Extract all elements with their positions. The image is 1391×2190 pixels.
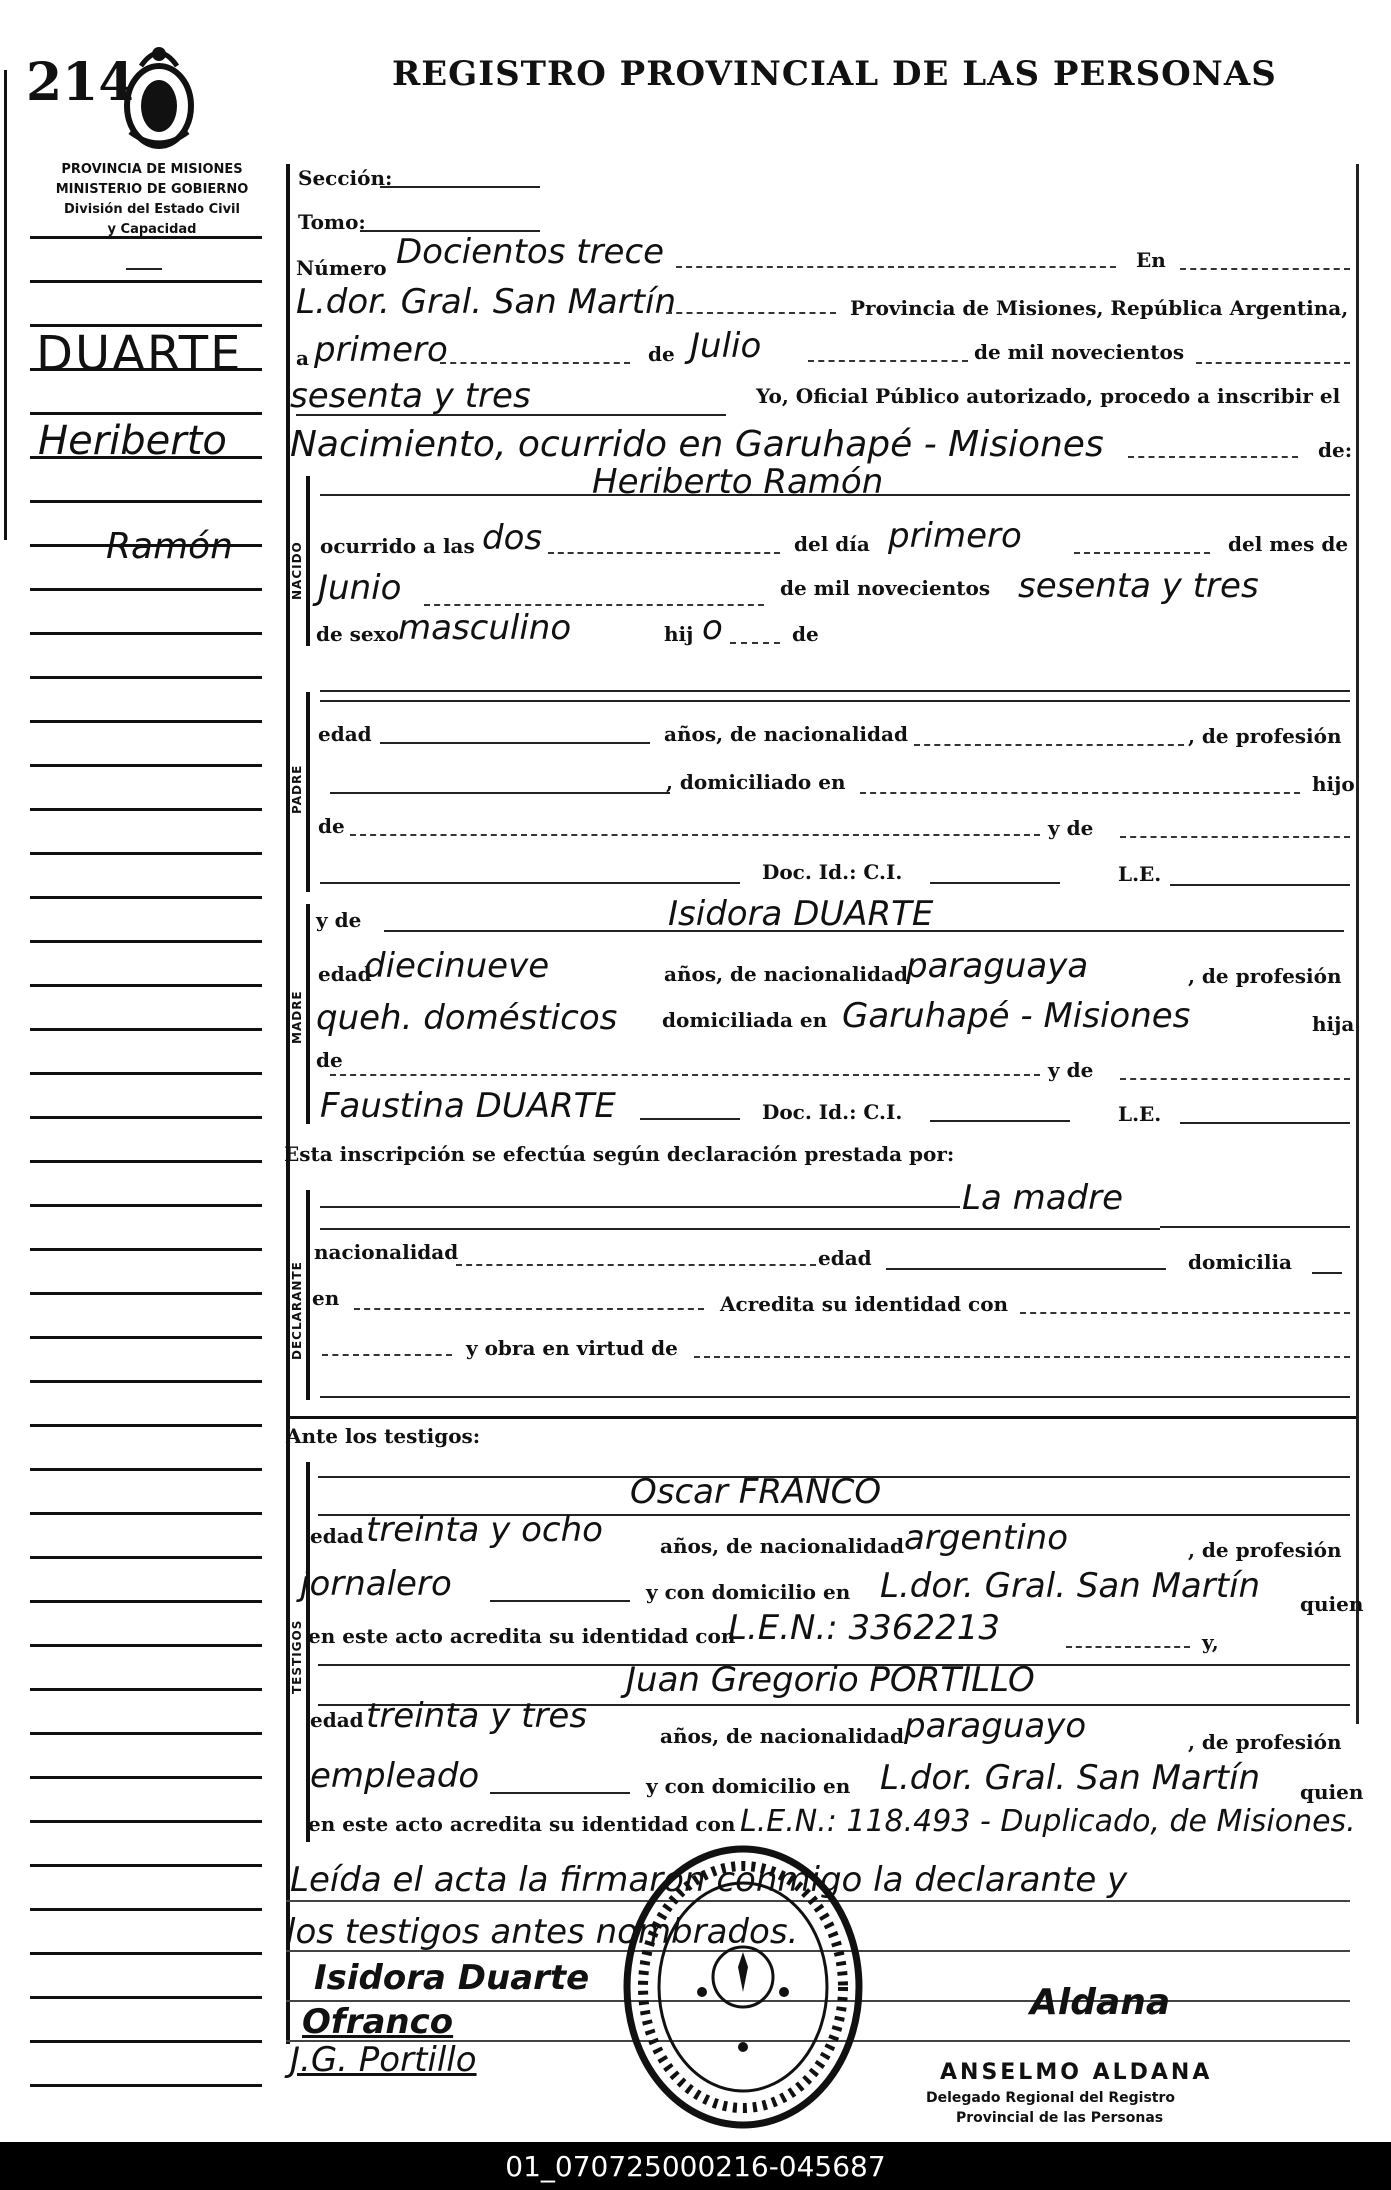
coat-of-arms-seal [118, 36, 200, 154]
event-value: Nacimiento, ocurrido en Garuhapé - Misiones [290, 424, 1104, 465]
madre-domiciliada-label: domiciliada en [662, 1008, 828, 1032]
official-signature: Aldana [1030, 1982, 1171, 2023]
declarante-en-label: en [312, 1286, 340, 1310]
ocurrido-label: ocurrido a las [320, 534, 475, 558]
madre-bracket [306, 904, 310, 1124]
padre-doc-label: Doc. Id.: C.I. [762, 860, 903, 884]
stub-rule [30, 1688, 262, 1691]
del-mes-label: del mes de [1228, 532, 1349, 556]
testigo2-profesion: empleado [310, 1756, 480, 1796]
stub-rule [30, 1028, 262, 1031]
hour-fill [548, 552, 780, 554]
stub-given-name-2: Ramón [106, 526, 233, 567]
madre-profesion-value: queh. domésticos [316, 998, 618, 1038]
testigo2-anios-label: años, de nacionalidad [660, 1724, 904, 1748]
place-fill [666, 312, 836, 314]
stub-rule [30, 2040, 262, 2043]
madre-doc-label: Doc. Id.: C.I. [762, 1100, 903, 1124]
hour-value: dos [482, 518, 543, 558]
hij-label: hij [664, 622, 694, 646]
declarante-edad-field[interactable] [886, 1268, 1166, 1270]
madre-y-de2-label: y de [1048, 1058, 1094, 1082]
nacido-day-fill [1074, 552, 1210, 554]
madre-y-de-label: y de [316, 908, 362, 932]
padre-top-rule [320, 700, 1350, 702]
nacido-day-value: primero [888, 516, 1022, 556]
testigo1-nacionalidad: argentino [904, 1518, 1068, 1558]
testigo2-edad-label: edad [310, 1708, 364, 1732]
stub-rule [30, 1160, 262, 1163]
org-line-1: PROVINCIA DE MISIONES [61, 162, 243, 177]
sexo-label: de sexo [316, 622, 399, 646]
madre-name: Isidora DUARTE [668, 894, 934, 934]
declarante-intro: Esta inscripción se efectúa según declaración prestada por: [284, 1142, 955, 1166]
declarante-obra-label: y obra en virtud de [466, 1336, 678, 1360]
stub-rule [30, 1776, 262, 1779]
padre-anios-label: años, de nacionalidad [664, 722, 908, 746]
nacido-month-value: Junio [318, 568, 402, 608]
de-label: de [648, 342, 675, 366]
stub-rule [30, 676, 262, 679]
testigo2-name: Juan Gregorio PORTILLO [626, 1660, 1035, 1700]
declarante-obra-pre-field[interactable] [322, 1354, 452, 1356]
org-line-4: y Capacidad [107, 222, 197, 237]
testigo1-acredita-label: en este acto acredita su identidad con [308, 1624, 736, 1648]
testigo2-nacionalidad: paraguayo [904, 1706, 1087, 1746]
stub-rule [30, 324, 262, 327]
testigo1-profesion-label: , de profesión [1188, 1538, 1342, 1562]
declarante-name-fill [320, 1206, 960, 1208]
padre-section-label: PADRE [290, 764, 304, 814]
tomo-label: Tomo: [298, 210, 366, 234]
declarante-en-field[interactable] [354, 1308, 704, 1310]
day-fill [440, 362, 630, 364]
testigo1-quien-label: quien [1300, 1592, 1364, 1616]
stub-rule [30, 1512, 262, 1515]
nacido-section-label: NACIDO [290, 541, 304, 600]
stub-rule [30, 280, 262, 283]
testigo1-doc-fill [1066, 1646, 1190, 1648]
separator-1 [320, 690, 1350, 692]
madre-madre-field[interactable] [1120, 1078, 1350, 1080]
footer-bar [0, 2142, 1391, 2190]
madre-domicilio-value: Garuhapé - Misiones [842, 996, 1191, 1036]
stub-surname: DUARTE [36, 326, 243, 382]
declarante-domicilia-label: domicilia [1188, 1250, 1293, 1274]
nacido-de-label: de [792, 622, 819, 646]
padre-profesion-field[interactable] [330, 792, 670, 794]
padre-y-de-label: y de [1048, 816, 1094, 840]
stub-rule [30, 632, 262, 635]
month-value: Julio [690, 326, 762, 366]
padre-madre-field[interactable] [1120, 836, 1350, 838]
stub-rule [30, 1204, 262, 1207]
official-title-1: Delegado Regional del Registro [926, 2090, 1176, 2106]
declarante-underline [320, 1228, 1160, 1230]
provincia-text: Provincia de Misiones, República Argentina, [850, 296, 1349, 320]
padre-nacionalidad-field[interactable] [914, 744, 1184, 746]
numero-label: Número [296, 256, 387, 280]
stub-rule [30, 1732, 262, 1735]
stub-rule [30, 984, 262, 987]
padre-edad-field[interactable] [380, 742, 650, 744]
stub-rule [30, 1336, 262, 1339]
testigo1-y-label: y, [1202, 1630, 1219, 1654]
official-title-2: Provincial de las Personas [956, 2110, 1164, 2126]
page-title: REGISTRO PROVINCIAL DE LAS PERSONAS [392, 54, 1277, 94]
seccion-label: Sección: [298, 166, 393, 190]
stub-rule [30, 1424, 262, 1427]
madre-padre-field[interactable] [330, 1074, 1040, 1076]
nacido-year-value: sesenta y tres [1018, 566, 1259, 606]
madre-edad-value: diecinueve [364, 946, 550, 986]
padre-doc-field[interactable] [320, 882, 740, 884]
binding-line [4, 70, 7, 540]
closing-line-1: Leída el acta la firmaron conmigo la declarante y [290, 1860, 1128, 1900]
stub-rule [30, 1996, 262, 1999]
nacido-name: Heriberto Ramón [592, 462, 884, 502]
stub-rule [30, 1468, 262, 1471]
official-name: ANSELMO ALDANA [940, 2060, 1213, 2085]
stub-rule [30, 588, 262, 591]
padre-bracket [306, 692, 310, 892]
padre-domicilio-field[interactable] [860, 792, 1300, 794]
issuing-organization [34, 160, 270, 240]
stub-rule [30, 412, 262, 415]
stub-rule [30, 1072, 262, 1075]
declarante-acredita-label: Acredita su identidad con [720, 1292, 1009, 1316]
yo-text: Yo, Oficial Público autorizado, procedo a inscribir el [756, 384, 1341, 408]
hij-value: o [702, 608, 723, 648]
del-dia-label: del día [794, 532, 870, 556]
event-fill [1128, 456, 1298, 458]
madre-hija-label: hija [1312, 1012, 1355, 1036]
madre-section-label: MADRE [290, 990, 304, 1044]
stub-rule [30, 808, 262, 811]
testigo1-edad-label: edad [310, 1524, 364, 1548]
testigo2-doc: L.E.N.: 118.493 - Duplicado, de Misiones. [740, 1804, 1356, 1839]
declarante-name-fill-2 [1160, 1226, 1350, 1228]
org-line-2: MINISTERIO DE GOBIERNO [55, 182, 249, 197]
signature-franco: Ofranco [302, 2002, 454, 2042]
stub-rule [30, 720, 262, 723]
declarante-edad-label: edad [818, 1246, 872, 1270]
testigos-section-label: TESTIGOS [290, 1619, 304, 1694]
padre-edad-label: edad [318, 722, 372, 746]
day-value: primero [314, 330, 448, 370]
stub-rule [30, 764, 262, 767]
testigo2-domicilio-label: y con domicilio en [646, 1774, 851, 1798]
official-stamp [620, 1842, 866, 2132]
en-fill [1180, 268, 1350, 270]
testigo2-profesion-label: , de profesión [1188, 1730, 1342, 1754]
place-value: L.dor. Gral. San Martín [296, 282, 677, 322]
stub-rule [30, 1556, 262, 1559]
signature-portillo: J.G. Portillo [290, 2040, 477, 2080]
declarante-name: La madre [962, 1178, 1124, 1218]
declarante-section-label: DECLARANTE [290, 1261, 304, 1360]
declarante-nacionalidad-field[interactable] [456, 1264, 816, 1266]
testigo2-profesion-fill [490, 1792, 630, 1794]
stub-rule [30, 500, 262, 503]
declarante-bracket [306, 1190, 310, 1400]
stub-rule [30, 940, 262, 943]
mil-nov-fill [1196, 362, 1350, 364]
right-vertical-rule [1356, 164, 1359, 1724]
padre-padre-field[interactable] [350, 834, 1040, 836]
declarante-domicilia-field[interactable] [1312, 1272, 1342, 1274]
testigo1-edad: treinta y ocho [366, 1510, 603, 1550]
madre-nacionalidad-value: paraguaya [906, 946, 1089, 986]
stub-rule [30, 1908, 262, 1911]
sexo-value: masculino [398, 608, 572, 648]
testigo1-profesion-fill [490, 1600, 630, 1602]
testigo1-domicilio: L.dor. Gral. San Martín [880, 1566, 1261, 1606]
madre-de-label: de [316, 1048, 343, 1072]
stub-rule [30, 368, 262, 371]
madre-ci-field[interactable] [930, 1120, 1070, 1122]
folio-number: 214 [26, 52, 135, 113]
madre-anios-label: años, de nacionalidad [664, 962, 908, 986]
declarante-nacionalidad-label: nacionalidad [314, 1240, 459, 1264]
madre-abuela-value: Faustina DUARTE [320, 1086, 616, 1126]
closing-line-2: los testigos antes nombrados. [286, 1912, 799, 1952]
padre-le-field[interactable] [1170, 884, 1350, 886]
de-colon-label: de: [1318, 438, 1353, 462]
testigo1-doc: L.E.N.: 3362213 [728, 1608, 1000, 1648]
stub-rule [30, 544, 262, 547]
hij-fill [730, 642, 780, 644]
testigo1-profesion: jornalero [300, 1564, 452, 1604]
stub-given-name-1: Heriberto [38, 418, 227, 464]
padre-le-label: L.E. [1118, 862, 1162, 886]
separator-2 [290, 1416, 1356, 1419]
declarante-acredita-field[interactable] [1020, 1312, 1350, 1314]
padre-domiciliado-label: , domiciliado en [666, 770, 846, 794]
stub-rule [30, 2084, 262, 2087]
month-fill [808, 360, 968, 362]
padre-hijo-label: hijo [1312, 772, 1355, 796]
stub-rule [30, 1380, 262, 1383]
stub-rule [30, 1644, 262, 1647]
madre-edad-label: edad [318, 962, 372, 986]
stub-rule [30, 1864, 262, 1867]
nacido-bracket [306, 476, 310, 646]
testigo1-anios-label: años, de nacionalidad [660, 1534, 904, 1558]
stub-rule [30, 1248, 262, 1251]
footer-code: 01_070725000216-045687 [505, 2150, 886, 2183]
mil-novecientos-label: de mil novecientos [974, 340, 1185, 364]
testigo1-name: Oscar FRANCO [630, 1472, 882, 1512]
padre-de-label: de [318, 814, 345, 838]
madre-le-label: L.E. [1118, 1102, 1162, 1126]
declarante-bottom-rule [320, 1396, 1350, 1398]
year-value: sesenta y tres [290, 376, 531, 416]
madre-le-field[interactable] [1180, 1122, 1350, 1124]
stub-rule [30, 1820, 262, 1823]
org-rule [126, 268, 162, 270]
padre-profesion-label: , de profesión [1188, 724, 1342, 748]
stub-rule [30, 456, 262, 459]
stub-rule [30, 1600, 262, 1603]
madre-profesion-label: , de profesión [1188, 964, 1342, 988]
stub-rule [30, 1116, 262, 1119]
signature-mother: Isidora Duarte [314, 1958, 590, 1998]
declarante-obra-field[interactable] [694, 1356, 1350, 1358]
year-field[interactable] [296, 414, 726, 416]
nacido-month-fill [424, 604, 764, 606]
a-label: a [296, 346, 309, 370]
padre-ci-field[interactable] [930, 882, 1060, 884]
madre-abuela-fill [640, 1118, 740, 1120]
org-line-3: División del Estado Civil [64, 202, 240, 217]
testigo1-domicilio-label: y con domicilio en [646, 1580, 851, 1604]
stub-rule [30, 896, 262, 899]
testigo2-quien-label: quien [1300, 1780, 1364, 1804]
nacido-mil-nov-label: de mil novecientos [780, 576, 991, 600]
stub-rule [30, 852, 262, 855]
testigo2-acredita-label: en este acto acredita su identidad con [308, 1812, 736, 1836]
stub-rule [30, 1952, 262, 1955]
stub-rule [30, 1292, 262, 1295]
stub-rule [30, 236, 262, 239]
testigo2-domicilio: L.dor. Gral. San Martín [880, 1758, 1261, 1798]
testigo2-edad: treinta y tres [366, 1696, 588, 1736]
numero-value: Docientos trece [396, 232, 665, 272]
numero-fill [676, 266, 1116, 268]
en-label: En [1136, 248, 1166, 272]
seccion-field[interactable] [380, 186, 540, 188]
testigos-intro: Ante los testigos: [286, 1424, 481, 1448]
